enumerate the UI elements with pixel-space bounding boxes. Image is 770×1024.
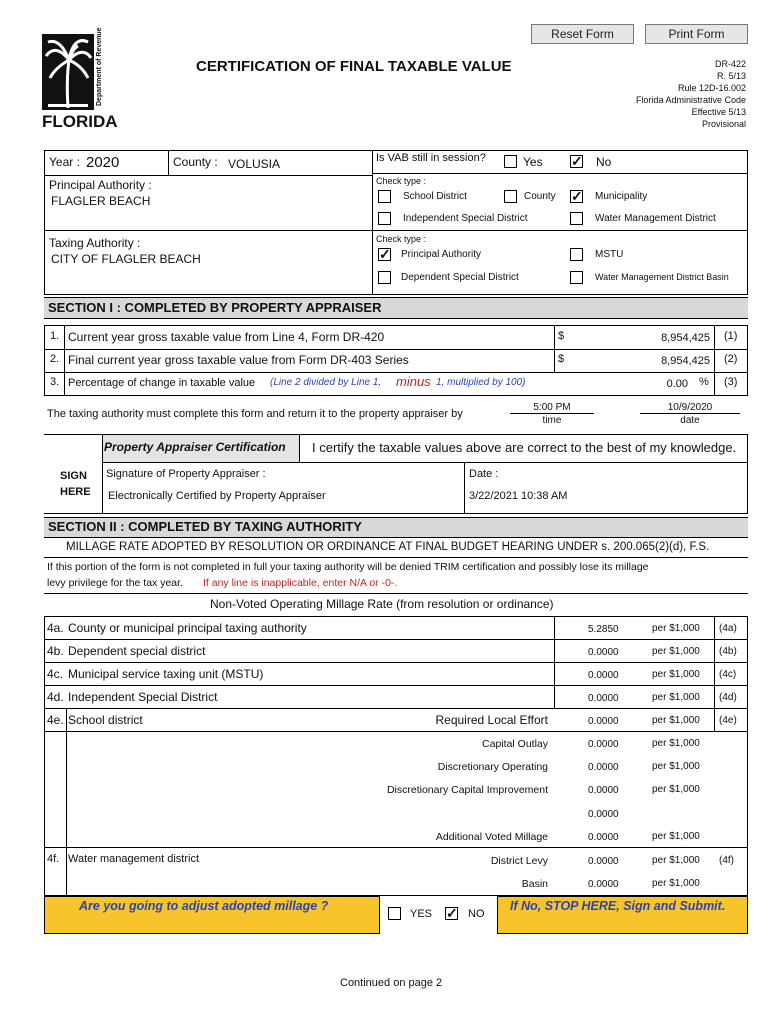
time-label: time <box>542 415 562 426</box>
line1-label: Current year gross taxable value from Line 4, Form DR-420 <box>68 330 385 344</box>
sign-label: SIGN <box>60 470 87 482</box>
taxing-authority-label: Taxing Authority : <box>49 236 141 250</box>
section2-title: SECTION II : COMPLETED BY TAXING AUTHORITY <box>48 519 362 534</box>
line2-num: 2. <box>50 353 60 365</box>
line4-label: Independent Special District <box>68 690 218 704</box>
water-district-label: Water Management District <box>595 213 716 224</box>
line4f-num: 4f. <box>47 853 60 865</box>
mstu-label: MSTU <box>595 249 624 260</box>
cert-date-value[interactable]: 3/22/2021 10:38 AM <box>469 490 568 502</box>
school-item-label: Discretionary Operating <box>437 761 548 773</box>
independent-district-checkbox[interactable] <box>378 212 391 225</box>
form-revision: R. 5/13 <box>716 71 746 81</box>
line2-label: Final current year gross taxable value from Form DR-403 Series <box>68 353 409 367</box>
line3-percent: % <box>699 376 709 388</box>
water-basin-label: Water Management District Basin <box>595 272 729 282</box>
school-item-label: Capital Outlay <box>482 738 548 750</box>
line2-value[interactable]: 8,954,425 <box>661 355 710 367</box>
per-thousand: per $1,000 <box>652 855 700 866</box>
line4e-label: School district <box>68 713 143 727</box>
cert-text: I certify the taxable values above are correct to the best of my knowledge. <box>312 440 737 455</box>
vab-yes-label: Yes <box>523 155 543 169</box>
vab-label: Is VAB still in session? <box>376 152 486 164</box>
school-item-label: Additional Voted Millage <box>435 831 548 843</box>
per-thousand: per $1,000 <box>652 715 700 726</box>
adjust-no-checkbox[interactable]: ✓ <box>446 905 458 921</box>
millage-header: MILLAGE RATE ADOPTED BY RESOLUTION OR ORDINANCE AT FINAL BUDGET HEARING UNDER s. 200.065(2)(d), F.S. <box>66 541 710 553</box>
principal-authority-option-label: Principal Authority <box>401 249 482 260</box>
per-thousand: per $1,000 <box>652 784 700 795</box>
logo-florida: FLORIDA <box>42 112 118 131</box>
line4e-ref: (4e) <box>719 715 737 726</box>
county-label: County : <box>173 155 218 169</box>
per-thousand: per $1,000 <box>652 669 700 680</box>
millage-value[interactable]: 0.0000 <box>588 647 619 658</box>
check-type-label-2: Check type : <box>376 234 427 244</box>
line4-num: 4d. <box>47 690 64 704</box>
per-thousand: per $1,000 <box>652 692 700 703</box>
principal-authority-label: Principal Authority : <box>49 178 152 192</box>
school-item-value[interactable]: 0.0000 <box>588 785 619 796</box>
school-item-value[interactable]: 0.0000 <box>588 832 619 843</box>
return-by-text: The taxing authority must complete this form and return it to the property appraiser by <box>47 408 463 420</box>
form-info <box>636 58 746 130</box>
dependent-district-checkbox[interactable] <box>378 271 391 284</box>
line3-label: Percentage of change in taxable value <box>68 377 256 389</box>
water-district-checkbox[interactable] <box>570 212 583 225</box>
line4-num: 4b. <box>47 644 64 658</box>
municipality-label: Municipality <box>595 191 648 202</box>
section1-header <box>44 297 748 319</box>
dependent-district-label: Dependent Special District <box>401 272 519 283</box>
warning-line2: levy privilege for the tax year. <box>47 577 183 589</box>
form-number: DR-422 <box>714 59 746 69</box>
millage-value[interactable]: 0.0000 <box>588 670 619 681</box>
form-title: CERTIFICATION OF FINAL TAXABLE VALUE <box>196 58 512 75</box>
line3-num: 3. <box>50 376 60 388</box>
line1-ref: (1) <box>724 330 738 342</box>
adjust-no-label: NO <box>468 908 485 920</box>
millage-value[interactable]: 5.2850 <box>588 624 619 635</box>
independent-district-label: Independent Special District <box>403 213 528 224</box>
line3-note-c: 1, multiplied by 100) <box>436 377 526 388</box>
line4-label: Municipal service taxing unit (MSTU) <box>68 667 264 681</box>
form-status: Provisional <box>701 119 746 129</box>
vab-no-checkbox[interactable]: ✓ <box>571 153 583 169</box>
year-label: Year : <box>49 155 80 169</box>
section2-header <box>44 517 748 538</box>
adjust-yes-label: YES <box>410 908 433 920</box>
form-effective: Effective 5/13 <box>691 107 746 117</box>
line4-ref: (4c) <box>719 669 737 680</box>
mstu-checkbox[interactable] <box>570 248 583 261</box>
nonvoted-title: Non-Voted Operating Millage Rate (from resolution or ordinance) <box>210 597 554 611</box>
line4-ref: (4d) <box>719 692 737 703</box>
line4-num: 4c. <box>47 667 64 681</box>
certification-box <box>44 434 748 514</box>
per-thousand: per $1,000 <box>652 623 700 634</box>
line4-label: Dependent special district <box>68 644 206 658</box>
cert-title: Property Appraiser Certification <box>104 440 286 454</box>
water-basin-checkbox[interactable] <box>570 271 583 284</box>
school-item-value[interactable]: 0.0000 <box>588 809 619 820</box>
line3-value[interactable]: 0.00 <box>666 378 688 390</box>
print-form-button[interactable]: Print Form <box>645 24 748 44</box>
principal-authority-value[interactable]: FLAGLER BEACH <box>51 194 151 208</box>
continued-footer: Continued on page 2 <box>340 977 443 989</box>
county-checkbox[interactable] <box>504 190 517 203</box>
department-label: Department of Revenue <box>96 27 103 106</box>
line4-num: 4a. <box>47 621 64 635</box>
line3-note-a: (Line 2 divided by Line 1, <box>270 377 382 388</box>
line3-note-minus: minus <box>396 374 431 389</box>
school-district-checkbox[interactable] <box>378 190 391 203</box>
per-thousand: per $1,000 <box>652 878 700 889</box>
school-item-value[interactable]: 0.0000 <box>588 716 619 727</box>
adjust-question: Are you going to adjust adopted millage ? <box>79 899 329 913</box>
section1-title: SECTION I : COMPLETED BY PROPERTY APPRAISER <box>48 300 382 315</box>
check-type-label: Check type : <box>376 176 427 186</box>
taxing-authority-value[interactable]: CITY OF FLAGLER BEACH <box>51 252 201 266</box>
return-time[interactable]: 5:00 PM <box>510 402 594 414</box>
per-thousand: per $1,000 <box>652 831 700 842</box>
line2-ref: (2) <box>724 353 738 365</box>
principal-authority-checkbox[interactable]: ✓ <box>379 246 391 262</box>
county-option-label: County <box>524 191 556 202</box>
per-thousand: per $1,000 <box>652 738 700 749</box>
line4-ref: (4b) <box>719 646 737 657</box>
florida-dor-logo <box>42 27 118 131</box>
water-item-value[interactable]: 0.0000 <box>588 879 619 890</box>
line1-num: 1. <box>50 330 60 342</box>
vab-no-label: No <box>596 155 612 169</box>
line1-currency: $ <box>558 330 565 342</box>
line3-ref: (3) <box>724 376 738 388</box>
line4-ref: (4a) <box>719 623 737 634</box>
vab-yes-checkbox[interactable] <box>504 155 517 168</box>
school-item-label: Discretionary Capital Improvement <box>386 784 548 796</box>
stop-text: If No, STOP HERE, Sign and Submit. <box>510 899 726 913</box>
line4-label: County or municipal principal taxing authority <box>68 621 307 635</box>
line4e-num: 4e. <box>47 713 64 727</box>
line4f-label: Water management district <box>68 853 200 865</box>
date-label: date <box>680 415 700 426</box>
form-code: Florida Administrative Code <box>635 95 746 105</box>
water-item-label: District Levy <box>490 855 548 867</box>
adjust-question-box <box>44 896 380 934</box>
stop-box <box>497 896 748 934</box>
line2-currency: $ <box>558 353 565 365</box>
cert-date-label: Date : <box>469 468 499 480</box>
water-item-label: Basin <box>521 878 548 890</box>
return-date[interactable]: 10/9/2020 <box>640 402 740 414</box>
school-item-value[interactable]: 0.0000 <box>588 762 619 773</box>
school-item-label: Required Local Effort <box>435 713 548 727</box>
municipality-checkbox[interactable]: ✓ <box>571 188 583 204</box>
year-value[interactable]: 2020 <box>86 154 120 171</box>
millage-value[interactable]: 0.0000 <box>588 693 619 704</box>
county-value[interactable]: VOLUSIA <box>228 157 281 171</box>
school-item-value[interactable]: 0.0000 <box>588 739 619 750</box>
adjust-yes-checkbox[interactable] <box>388 907 401 920</box>
per-thousand: per $1,000 <box>652 646 700 657</box>
school-district-label: School District <box>403 191 467 202</box>
here-label: HERE <box>60 486 91 498</box>
per-thousand: per $1,000 <box>652 761 700 772</box>
signature-value[interactable]: Electronically Certified by Property Appraiser <box>108 490 326 502</box>
section1-rows <box>44 325 748 395</box>
signature-label: Signature of Property Appraiser : <box>106 468 266 480</box>
warning-line1: If this portion of the form is not completed in full your taxing authority will be denied TRIM certification and possibly lose its millage <box>47 561 649 573</box>
form-rule: Rule 12D-16.002 <box>677 83 746 93</box>
line4f-ref: (4f) <box>719 855 734 866</box>
warning-inapplicable: If any line is inapplicable, enter N/A or -0-. <box>203 577 398 589</box>
water-item-value[interactable]: 0.0000 <box>588 856 619 867</box>
line1-value[interactable]: 8,954,425 <box>661 332 710 344</box>
reset-form-button[interactable]: Reset Form <box>531 24 634 44</box>
